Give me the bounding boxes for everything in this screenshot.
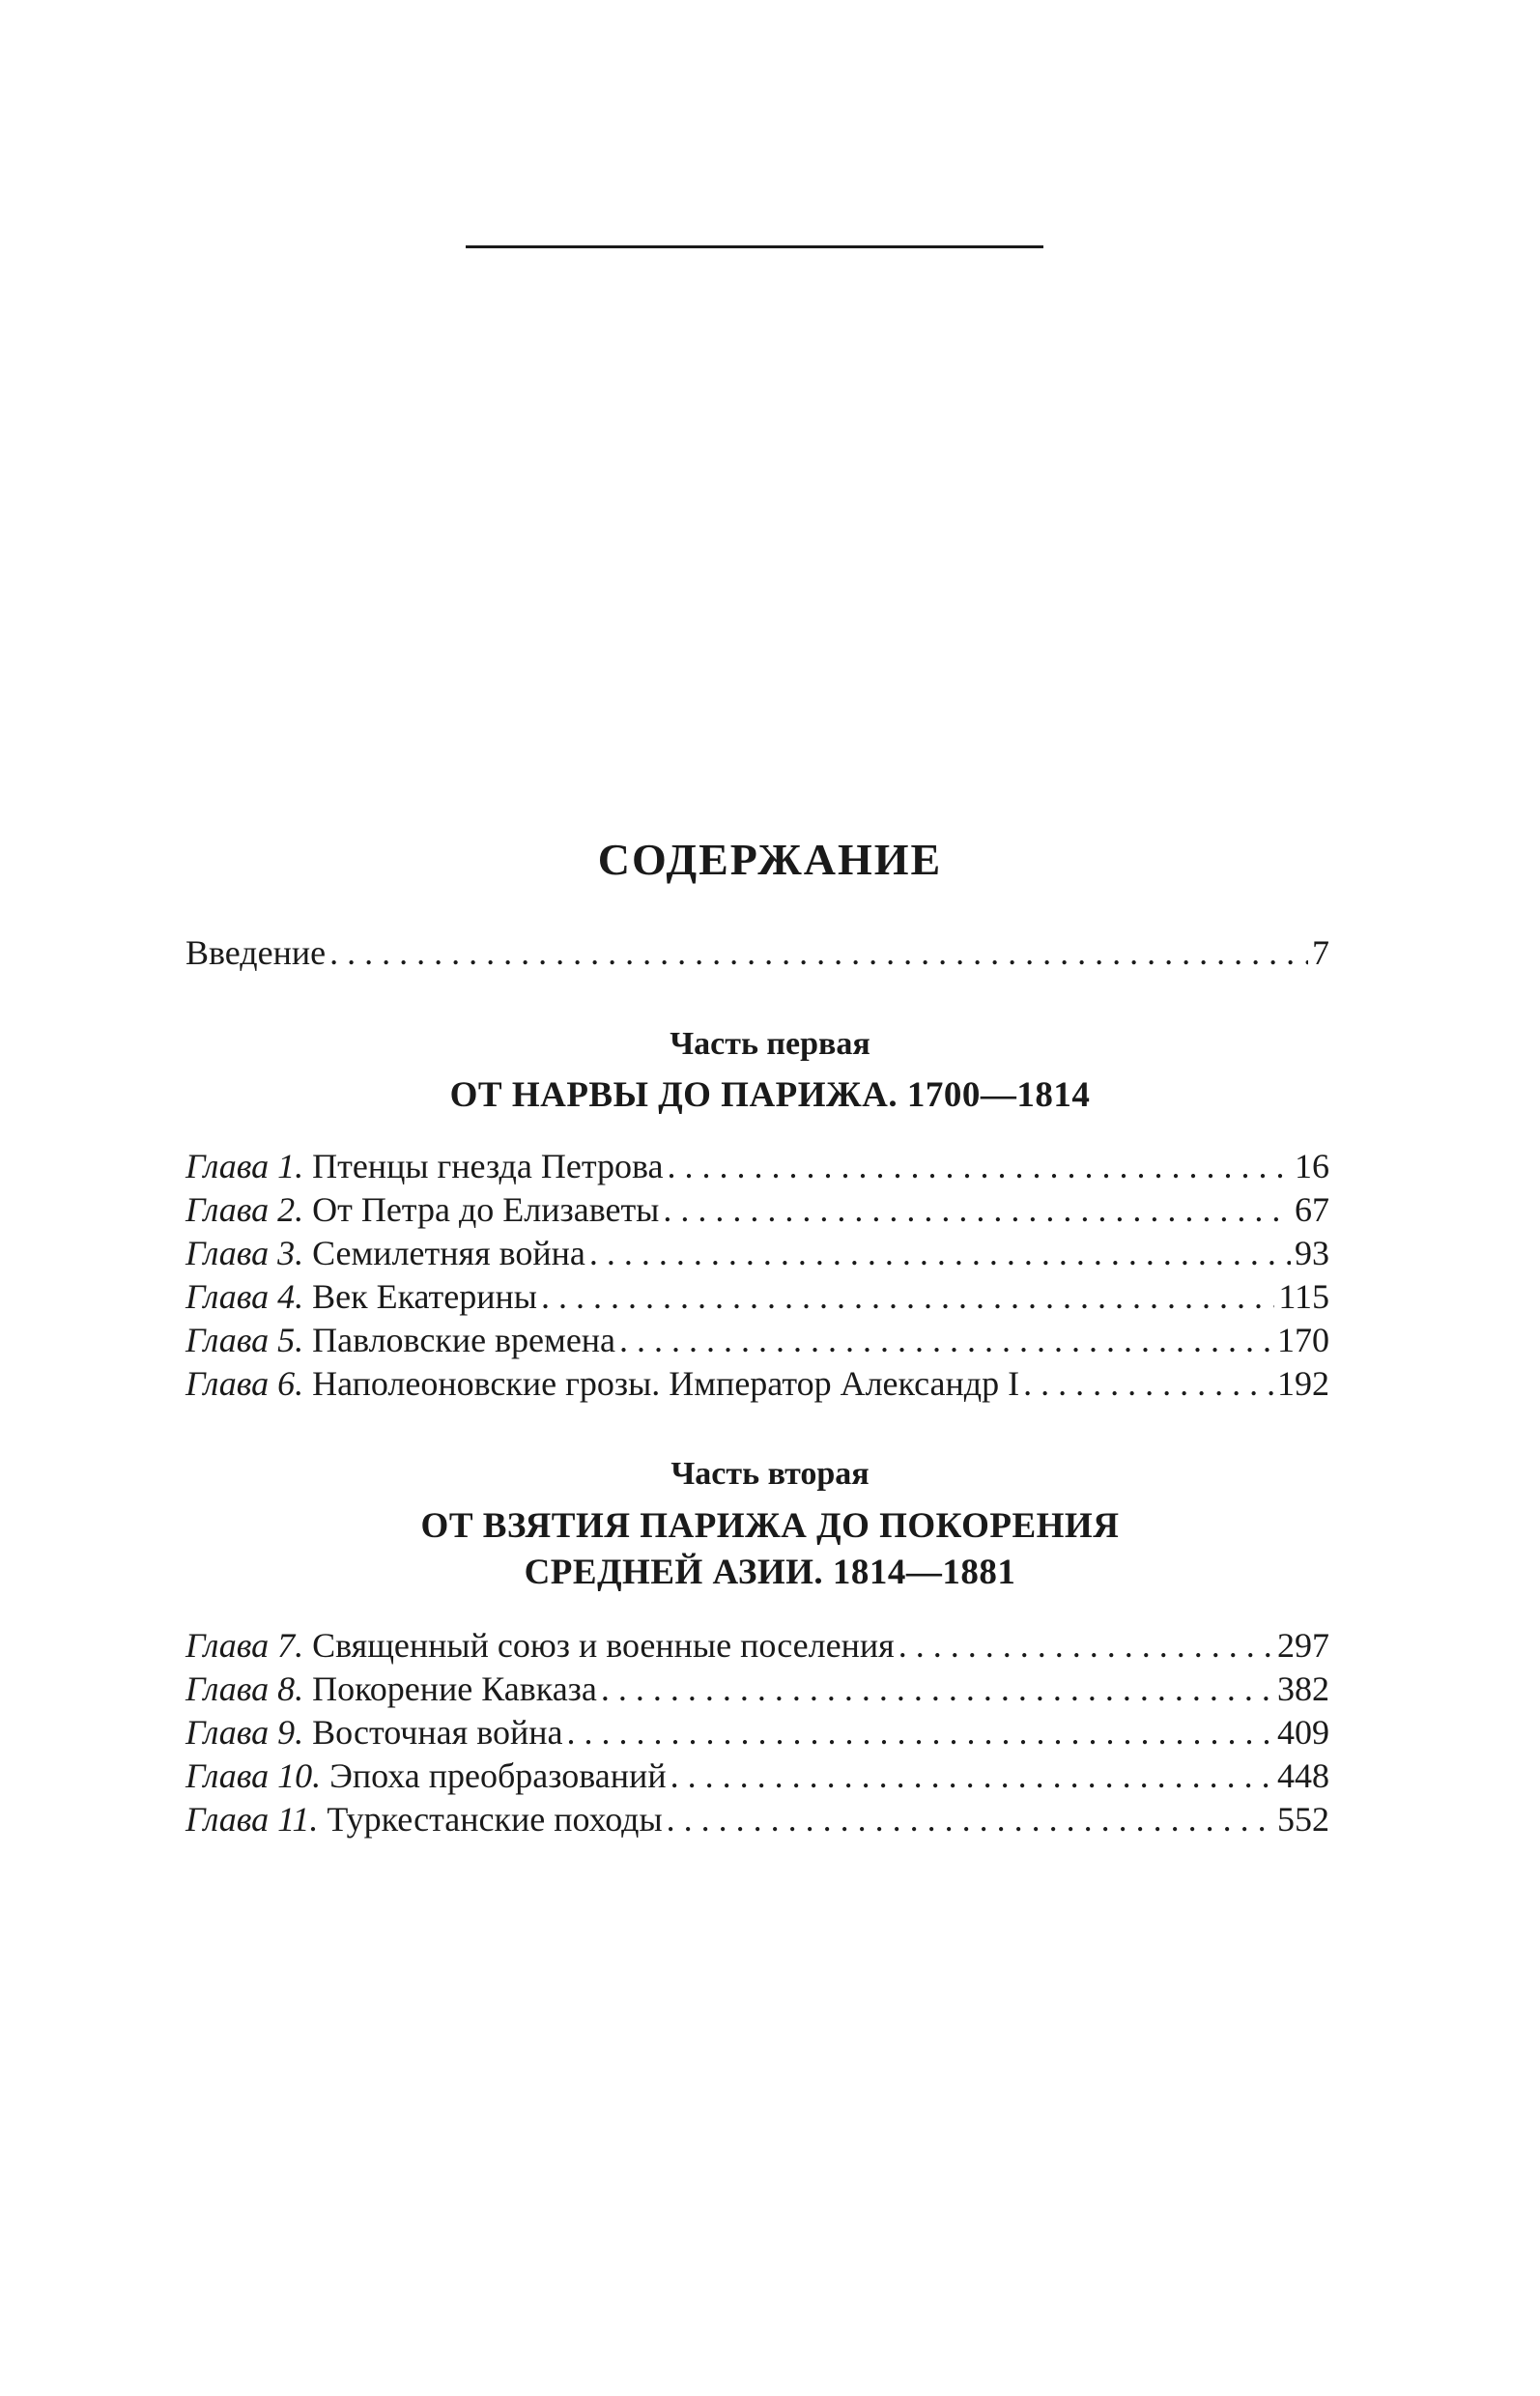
toc-entry-chapter: [185, 1144, 1329, 1188]
dot-leader: [619, 1318, 1273, 1362]
toc-entry-chapter: [185, 1318, 1329, 1362]
chapter-title: От Петра до Елизаветы: [312, 1190, 660, 1229]
chapter-number: Глава 4.: [185, 1277, 304, 1316]
chapter-title: Туркестанские походы: [327, 1800, 663, 1839]
chapter-page: 552: [1277, 1800, 1329, 1839]
part1-title: ОТ НАРВЫ ДО ПАРИЖА. 1700—1814: [449, 1075, 1091, 1115]
chapter-page: 409: [1277, 1713, 1329, 1752]
dot-leader: [663, 1187, 1291, 1232]
chapter-page: 16: [1295, 1147, 1329, 1185]
part2-title-line1: ОТ ВЗЯТИЯ ПАРИЖА ДО ПОКОРЕНИЯ: [420, 1506, 1120, 1546]
chapter-number: Глава 6.: [185, 1364, 304, 1403]
dot-leader: [670, 1754, 1273, 1798]
dot-leader: [1023, 1361, 1273, 1406]
toc-entry-label: Введение: [185, 933, 327, 972]
toc-entry-chapter: [185, 1231, 1329, 1275]
chapter-title: Эпоха преобразований: [329, 1756, 667, 1795]
chapter-number: Глава 2.: [185, 1190, 304, 1229]
chapter-title: Павловские времена: [312, 1321, 616, 1359]
chapter-title: Восточная война: [312, 1713, 563, 1752]
part2-title-line2: СРЕДНЕЙ АЗИИ. 1814—1881: [524, 1553, 1016, 1592]
chapter-title: Наполеоновские грозы. Император Александр I: [312, 1364, 1020, 1403]
chapter-number: Глава 8.: [185, 1669, 304, 1708]
dot-leader: [898, 1623, 1273, 1668]
dot-leader: [589, 1231, 1291, 1275]
chapter-page: 170: [1277, 1321, 1329, 1359]
dot-leader: [329, 930, 1308, 975]
chapter-page: 192: [1277, 1364, 1329, 1403]
chapter-page: 448: [1277, 1756, 1329, 1795]
dot-leader: [541, 1274, 1274, 1319]
dot-leader: [668, 1144, 1292, 1188]
toc-entry-chapter: [185, 1797, 1329, 1841]
chapter-page: 115: [1278, 1277, 1329, 1316]
toc-entry-chapter: [185, 1187, 1329, 1232]
top-rule: [466, 245, 1043, 248]
dot-leader: [601, 1667, 1273, 1711]
page-title: СОДЕРЖАНИЕ: [597, 835, 943, 884]
part2-heading: Часть вторая: [670, 1456, 870, 1492]
chapter-number: Глава 1.: [185, 1147, 304, 1185]
chapter-page: 297: [1277, 1626, 1329, 1665]
dot-leader: [566, 1710, 1273, 1754]
chapter-number: Глава 10.: [185, 1756, 322, 1795]
toc-entry-chapter: [185, 1667, 1329, 1711]
chapter-title: Век Екатерины: [312, 1277, 537, 1316]
toc-entry-page: 7: [1312, 933, 1329, 972]
toc-entry-chapter: [185, 1361, 1329, 1406]
chapter-number: Глава 9.: [185, 1713, 304, 1752]
toc-entry-intro: [185, 930, 1329, 975]
chapter-title: Покорение Кавказа: [312, 1669, 597, 1708]
chapter-page: 93: [1295, 1234, 1329, 1272]
chapter-number: Глава 7.: [185, 1626, 304, 1665]
toc-entry-chapter: [185, 1274, 1329, 1319]
chapter-number: Глава 11.: [185, 1800, 319, 1839]
chapter-page: 382: [1277, 1669, 1329, 1708]
toc-entry-chapter: [185, 1754, 1329, 1798]
chapter-number: Глава 5.: [185, 1321, 304, 1359]
toc-entry-chapter: [185, 1623, 1329, 1668]
toc-entry-chapter: [185, 1710, 1329, 1754]
chapter-page: 67: [1295, 1190, 1329, 1229]
chapter-number: Глава 3.: [185, 1234, 304, 1272]
chapter-title: Птенцы гнезда Петрова: [312, 1147, 664, 1185]
chapter-title: Священный союз и военные поселения: [312, 1626, 895, 1665]
dot-leader: [667, 1797, 1273, 1841]
chapter-title: Семилетняя война: [312, 1234, 585, 1272]
part1-heading: Часть первая: [670, 1026, 870, 1062]
